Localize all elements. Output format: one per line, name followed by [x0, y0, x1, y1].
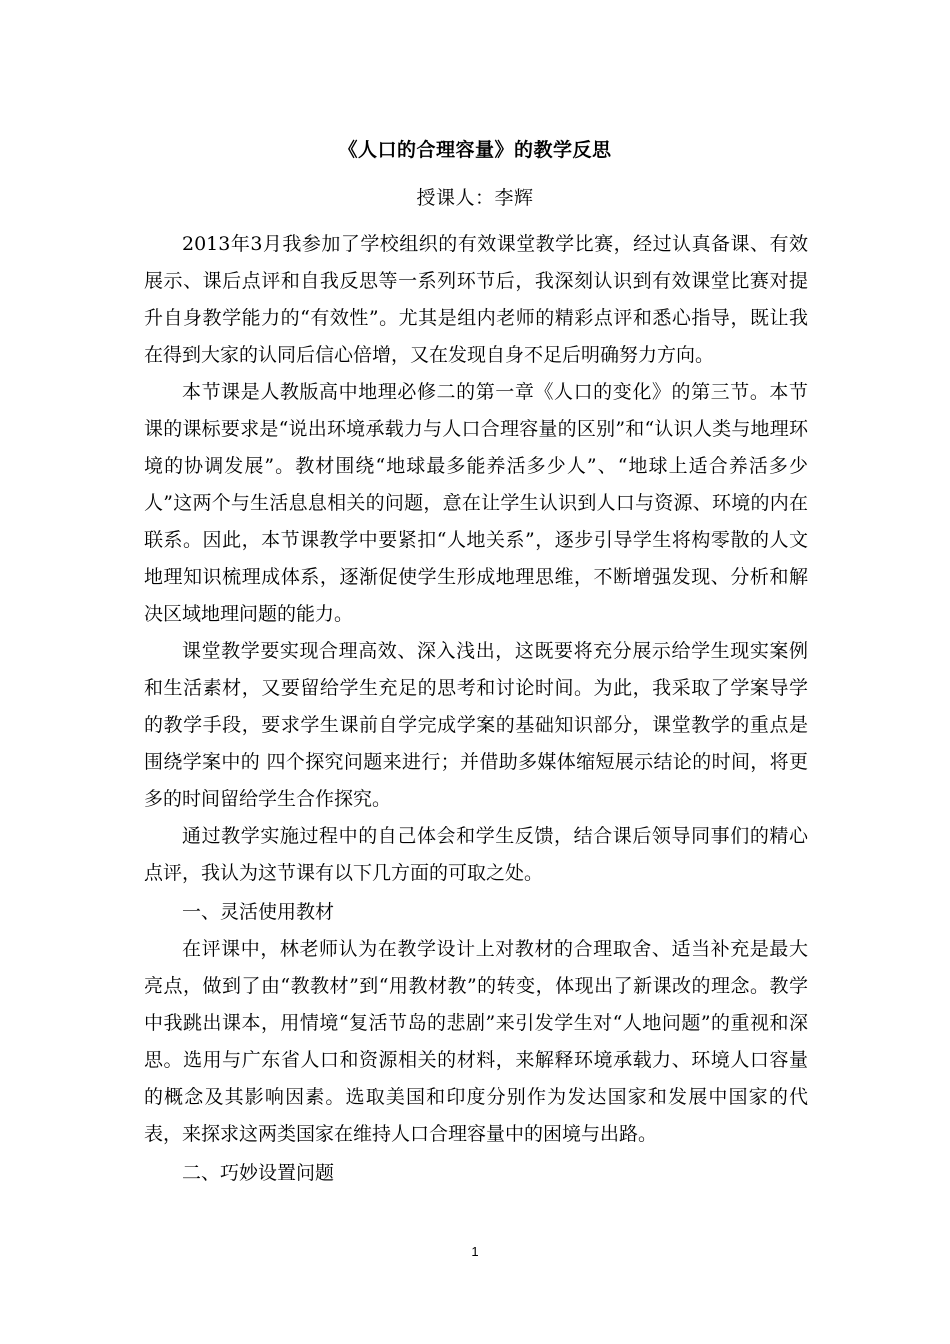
document-title: 《人口的合理容量》的教学反思 [338, 139, 612, 161]
author-line: 授课人：李辉 [416, 187, 534, 209]
paragraph-reflection-summary: 通过教学实施过程中的自己体会和学生反馈，结合课后领导同事们的精心点评，我认为这节课有以下几方面的可取之处。 [144, 825, 808, 884]
paragraph-lesson-overview: 本节课是人教版高中地理必修二的第一章《人口的变化》的第三节。本节课的课标要求是“说出环境承载力与人口合理容量的区别”和“认识人类与地理环境的协调发展”。教材围绕“地球最多能养活多少人”、“地球上适合养活多少人”这两个与生活息息相关的问题，意在让学生认识到人口与资源、环境的内在联系。因此，本节课教学中要紧扣“人地关系”，逐步引导学生将构零散的人文地理知识梳理成体系，逐渐促使学生形成地理思维，不断增强发现、分析和解决区域地理问题的能力。 [144, 381, 808, 625]
document-body [144, 226, 808, 1192]
page-number: 1 [471, 1244, 479, 1259]
paragraph-section-1: 在评课中，林老师认为在教学设计上对教材的合理取舍、适当补充是最大亮点，做到了由“教教材”到“用教材教”的转变，体现出了新课改的理念。教学中我跳出课本，用情境“复活节岛的悲剧”来引发学生对“人地问题”的重视和深思。选用与广东省人口和资源相关的材料，来解释环境承载力、环境人口容量的概念及其影响因素。选取美国和印度分别作为发达国家和发展中国家的代表，来探求这两类国家在维持人口合理容量中的困境与出路。 [144, 938, 808, 1145]
paragraph-teaching-method: 课堂教学要实现合理高效、深入浅出，这既要将充分展示给学生现实案例和生活素材，又要留给学生充足的思考和讨论时间。为此，我采取了学案导学的教学手段，要求学生课前自学完成学案的基础知识部分，课堂教学的重点是围绕学案中的 四个探究问题来进行；并借助多媒体缩短展示结论的时间，将更多的时间留给学生合作探究。 [144, 640, 808, 810]
section-heading-2: 二、巧妙设置问题 [182, 1162, 335, 1184]
section-heading-1: 一、灵活使用教材 [182, 901, 335, 923]
paragraph-intro: 2013年3月我参加了学校组织的有效课堂教学比赛，经过认真备课、有效展示、课后点评和自我反思等一系列环节后，我深刻认识到有效课堂比赛对提升自身教学能力的“有效性”。尤其是组内老师的精彩点评和悉心指导，既让我在得到大家的认同后信心倍增，又在发现自身不足后明确努力方向。 [144, 233, 808, 366]
